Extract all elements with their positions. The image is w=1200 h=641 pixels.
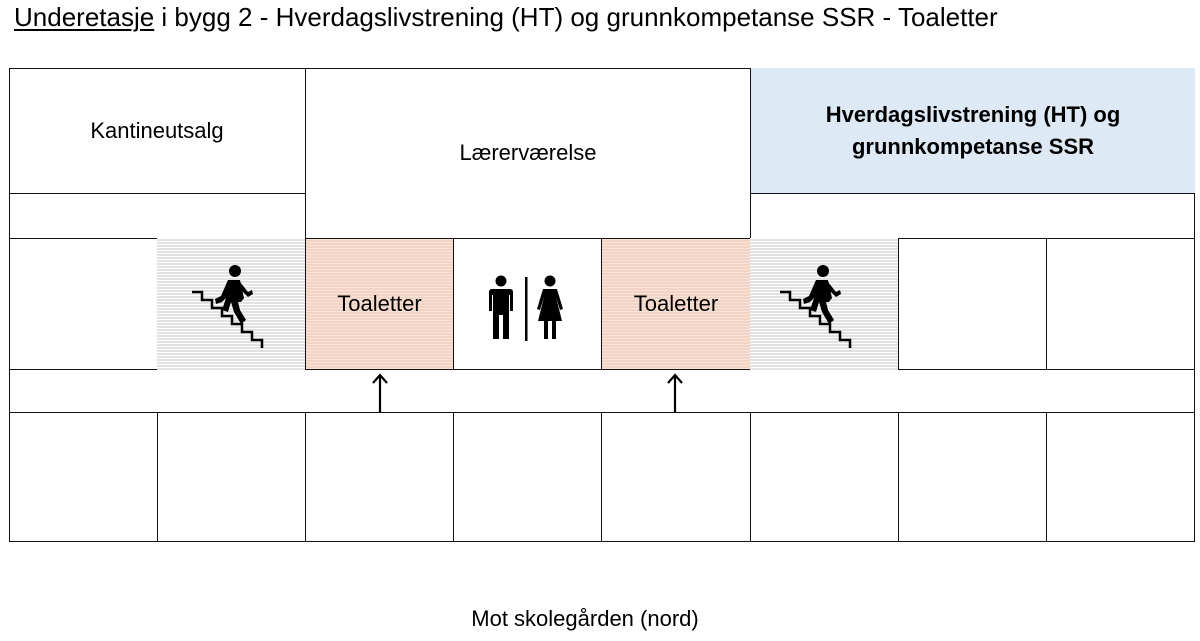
room-ht-ssr-label: Hverdagslivstrening (HT) og grunnkompetanse SSR: [825, 101, 1121, 159]
room-middle-7: [898, 238, 1047, 370]
room-bottom-1: [9, 412, 158, 542]
room-bottom-6: [750, 412, 899, 542]
room-canteen: [9, 68, 306, 194]
footer-direction: Mot skolegården (nord): [471, 606, 699, 631]
room-ht-ssr: [750, 68, 1195, 194]
room-middle-1: [9, 238, 158, 370]
room-bottom-2: [157, 412, 306, 542]
stairs-person-icon: [188, 262, 268, 352]
stairs-person-icon: [776, 262, 856, 352]
room-bottom-7: [898, 412, 1047, 542]
room-staff: [305, 68, 751, 239]
page-title: [14, 2, 998, 33]
room-bottom-4: [453, 412, 602, 542]
room-bottom-3: [305, 412, 454, 542]
title-floor: Underetasje: [14, 2, 155, 32]
room-middle-8: [1046, 238, 1195, 370]
room-staff-label: Lærerværelse: [459, 140, 597, 165]
room-toilet-left: [305, 238, 454, 370]
arrow-up-icon: [665, 372, 685, 412]
room-bottom-8: [1046, 412, 1195, 542]
room-canteen-label: Kantineutsalg: [90, 117, 224, 143]
room-bottom-5: [601, 412, 751, 542]
arrow-up-icon: [370, 372, 390, 412]
restroom-man-woman-icon: [487, 275, 569, 343]
room-toilet-right-label: Toaletter: [633, 291, 719, 316]
room-toilet-right: [601, 238, 751, 370]
room-toilet-left-label: Toaletter: [337, 291, 422, 316]
title-rest: i bygg 2 - Hverdagslivstrening (HT) og grunnkompetanse SSR - Toaletter: [154, 2, 998, 32]
